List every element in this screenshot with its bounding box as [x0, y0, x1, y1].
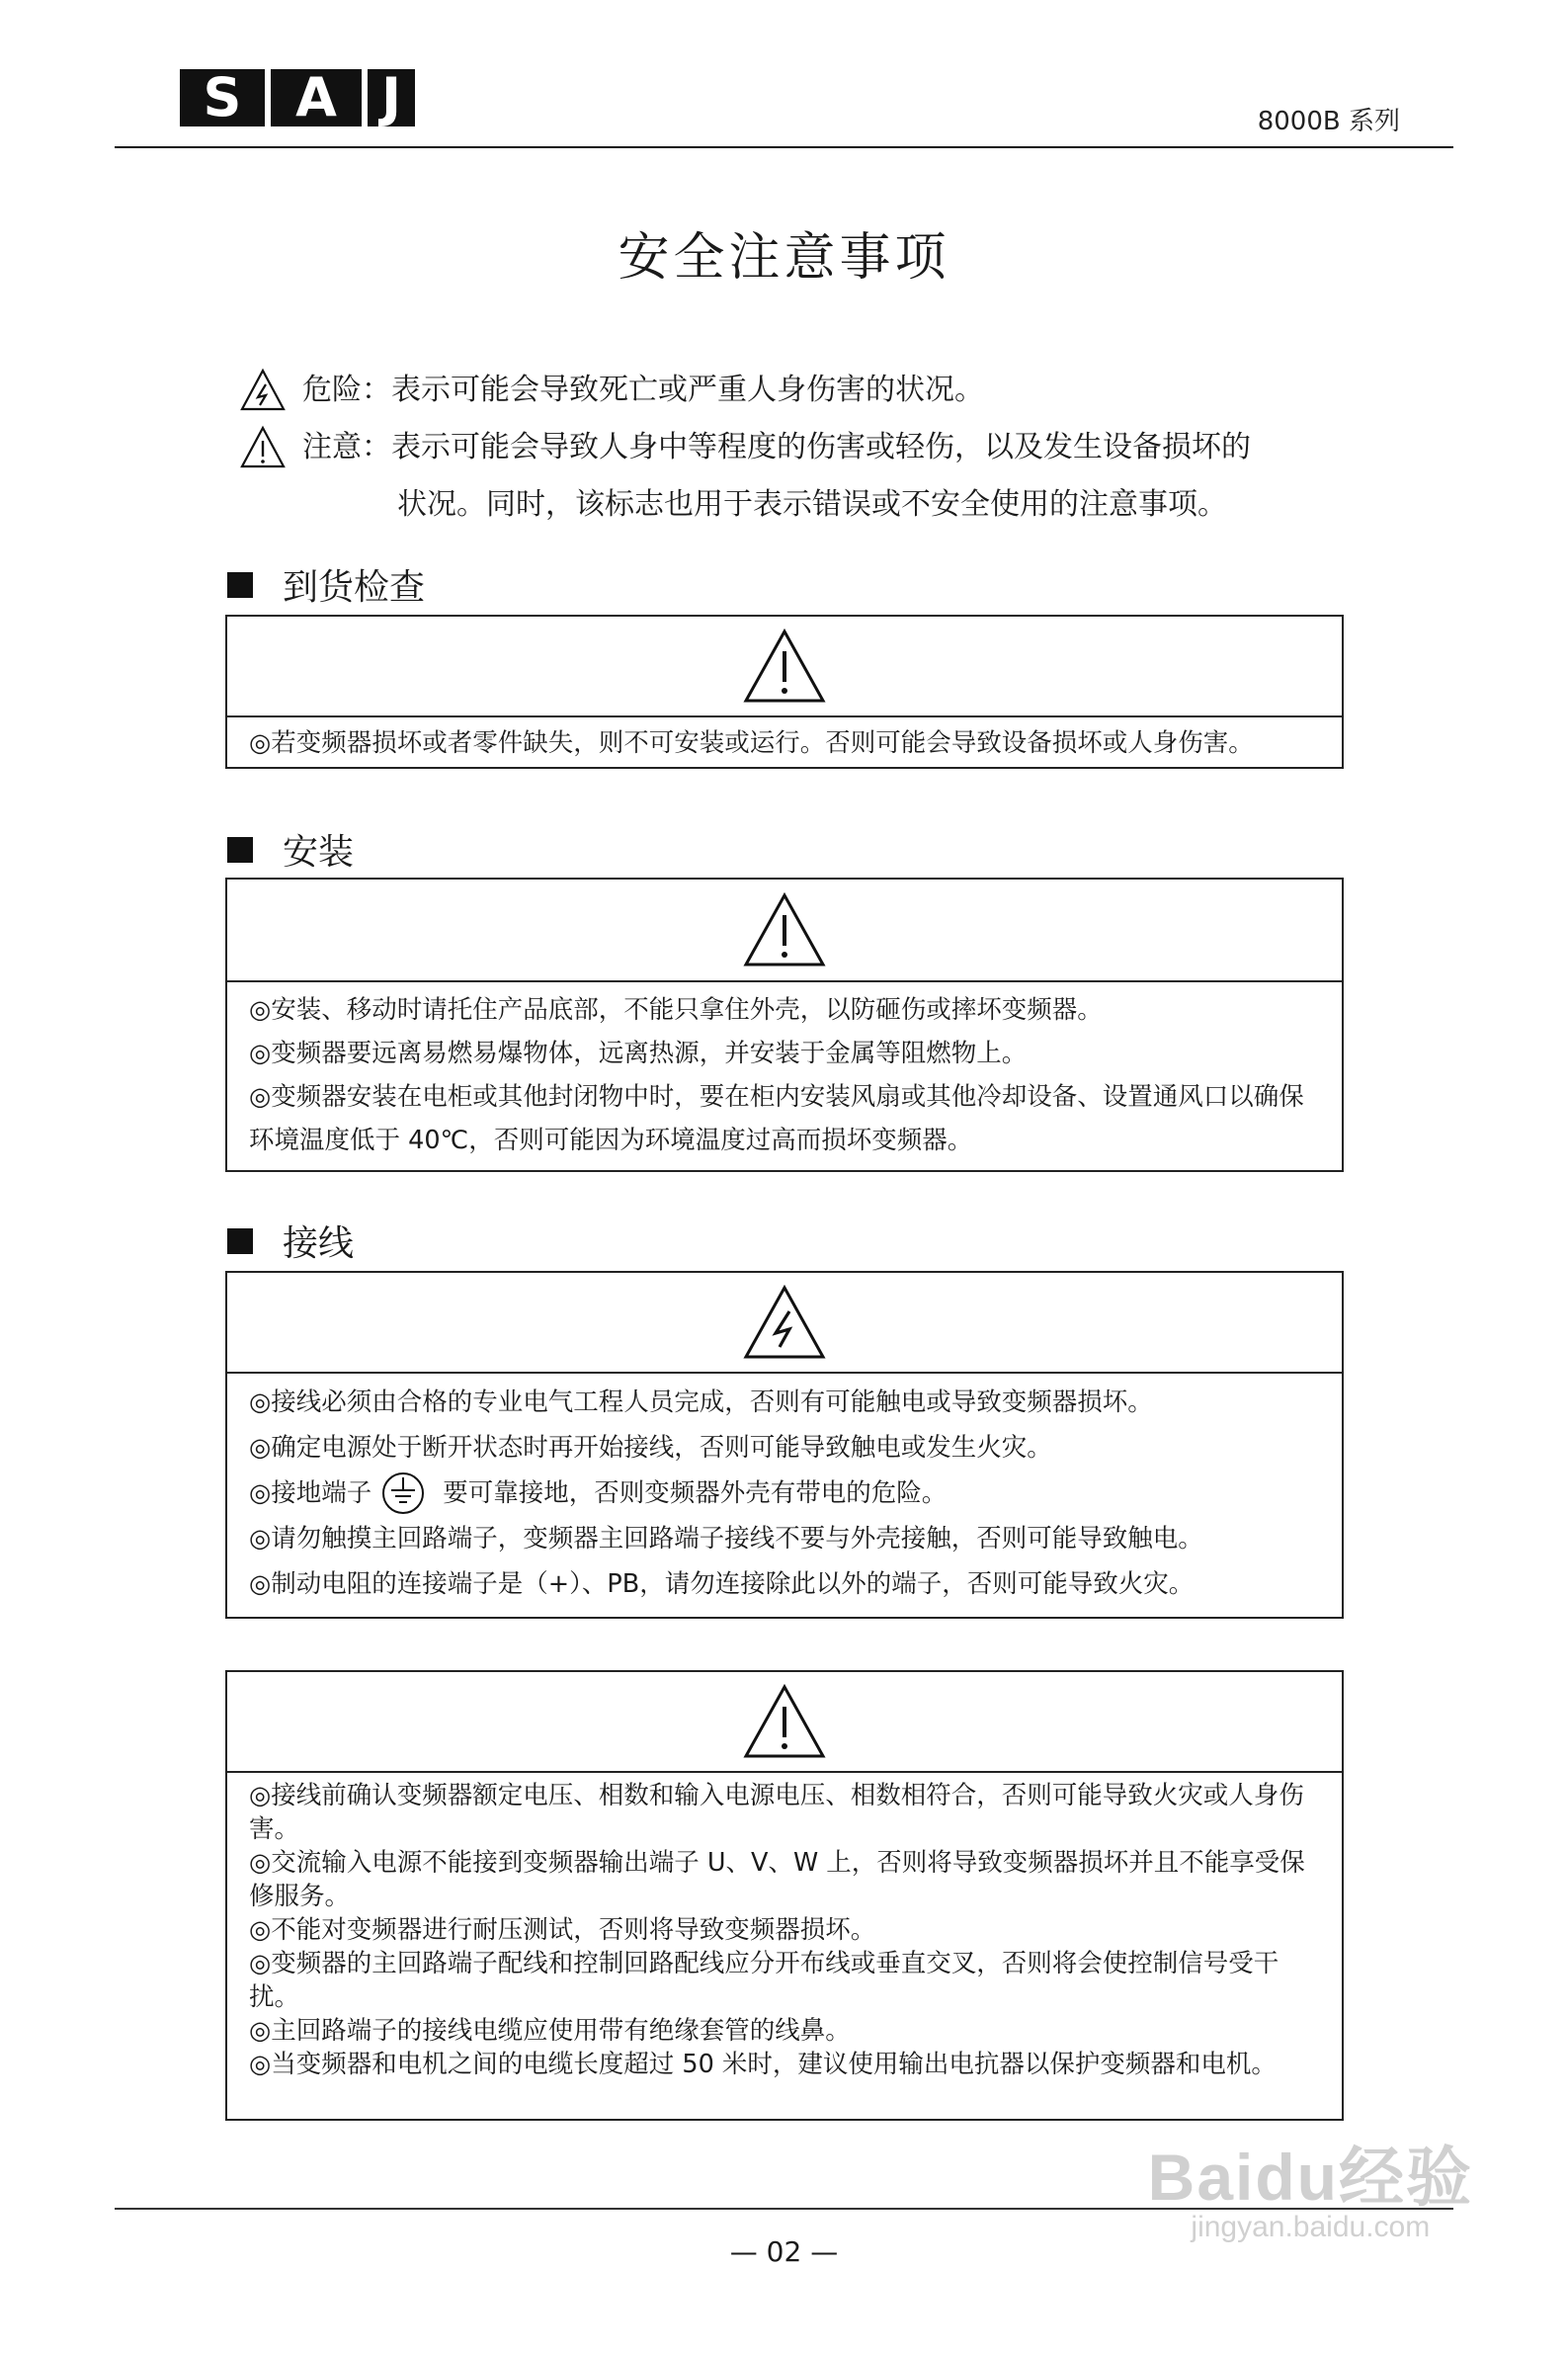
wiring-box: [225, 1271, 1344, 1619]
box-header: [227, 1273, 1342, 1374]
logo-letter: A: [271, 69, 362, 126]
install-box: [225, 878, 1344, 1172]
box-header: [227, 1672, 1342, 1773]
section-heading-install: 安装: [227, 824, 354, 875]
watermark: [1148, 2125, 1473, 2244]
square-bullet-icon: [227, 1228, 253, 1254]
inspection-box: [225, 615, 1344, 769]
list-item: ◎请勿触摸主回路端子，变频器主回路端子接线不要与外壳接触，否则可能导致触电。: [249, 1524, 1203, 1554]
caution-icon: [742, 628, 827, 705]
wiring-caution-box: [225, 1670, 1344, 2121]
list-item: ◎不能对变频器进行耐压测试，否则将导致变频器损坏。: [249, 1915, 876, 1945]
legend-danger: [239, 362, 1251, 419]
series-label: 8000B 系列: [1257, 107, 1400, 136]
list-item: ◎接线前确认变频器额定电压、相数和输入电源电压、相数相符合，否则可能导致火灾或人身伤害。: [249, 1781, 1304, 1844]
watermark-brand: Baidu经验: [1147, 2141, 1473, 2214]
list-item: ◎变频器安装在电柜或其他封闭物中时，要在柜内安装风扇或其他冷却设备、设置通风口以确保环境温度低于 40℃，否则可能因为环境温度过高而损坏变频器。: [249, 1082, 1304, 1155]
legend-caution: [239, 419, 1251, 476]
legend: [239, 362, 1251, 534]
danger-text: 表示可能会导致死亡或严重人身伤害的状况。: [391, 373, 984, 407]
caution-icon: [239, 425, 287, 470]
section-heading-wiring: 接线: [227, 1216, 354, 1266]
box-body: [227, 717, 1342, 769]
saj-logo: [180, 66, 415, 128]
square-bullet-icon: [227, 837, 253, 863]
list-item: ◎当变频器和电机之间的电缆长度超过 50 米时，建议使用输出电抗器以保护变频器和电机。: [249, 2050, 1277, 2079]
list-item: ◎交流输入电源不能接到变频器输出端子 U、V、W 上，否则将导致变频器损坏并且不能享受保修服务。: [249, 1848, 1305, 1911]
section-heading-inspection: 到货检查: [227, 559, 425, 610]
electric-warning-icon: [742, 1284, 827, 1361]
caution-icon: [742, 1683, 827, 1760]
square-bullet-icon: [227, 572, 253, 598]
electric-warning-icon: [239, 368, 287, 413]
box-body: [227, 982, 1342, 1168]
caution-text-continued: 状况。同时，该标志也用于表示错误或不安全使用的注意事项。: [397, 487, 1227, 522]
list-item: ◎安装、移动时请托住产品底部，不能只拿住外壳，以防砸伤或摔坏变频器。: [249, 995, 1103, 1025]
page-number: — 02 —: [729, 2235, 839, 2268]
page-title: 安全注意事项: [618, 228, 950, 288]
box-header: [227, 880, 1342, 982]
list-item: ◎变频器要远离易燃易爆物体，远离热源，并安装于金属等阻燃物上。: [249, 1039, 1028, 1068]
list-item: ◎变频器的主回路端子配线和控制回路配线应分开布线或垂直交叉，否则将会使控制信号受干扰。: [249, 1949, 1279, 2012]
danger-label: 危险：: [302, 373, 391, 407]
caution-label: 注意：: [302, 430, 391, 464]
watermark-url: jingyan.baidu.com: [1191, 2211, 1431, 2243]
box-body: [227, 1773, 1342, 2087]
caution-text: 表示可能会导致人身中等程度的伤害或轻伤，以及发生设备损坏的: [391, 430, 1251, 464]
list-item: ◎主回路端子的接线电缆应使用带有绝缘套管的线鼻。: [249, 2016, 851, 2046]
header-divider: [115, 146, 1453, 148]
ground-terminal-icon: [377, 1471, 429, 1516]
logo-letter: S: [180, 69, 265, 126]
list-item: ◎接地端子 要可靠接地，否则变频器外壳有带电的危险。: [249, 1471, 1322, 1516]
box-header: [227, 617, 1342, 717]
list-item: ◎确定电源处于断开状态时再开始接线，否则可能导致触电或发生火灾。: [249, 1433, 1052, 1463]
caution-icon: [742, 891, 827, 968]
box-body: [227, 1374, 1342, 1613]
list-item: ◎若变频器损坏或者零件缺失，则不可安装或运行。否则可能会导致设备损坏或人身伤害。: [249, 728, 1254, 758]
list-item: ◎接线必须由合格的专业电气工程人员完成，否则有可能触电或导致变频器损坏。: [249, 1387, 1153, 1417]
logo-letter: J: [368, 69, 415, 126]
list-item: ◎制动电阻的连接端子是（+）、PB，请勿连接除此以外的端子，否则可能导致火灾。: [249, 1569, 1195, 1599]
